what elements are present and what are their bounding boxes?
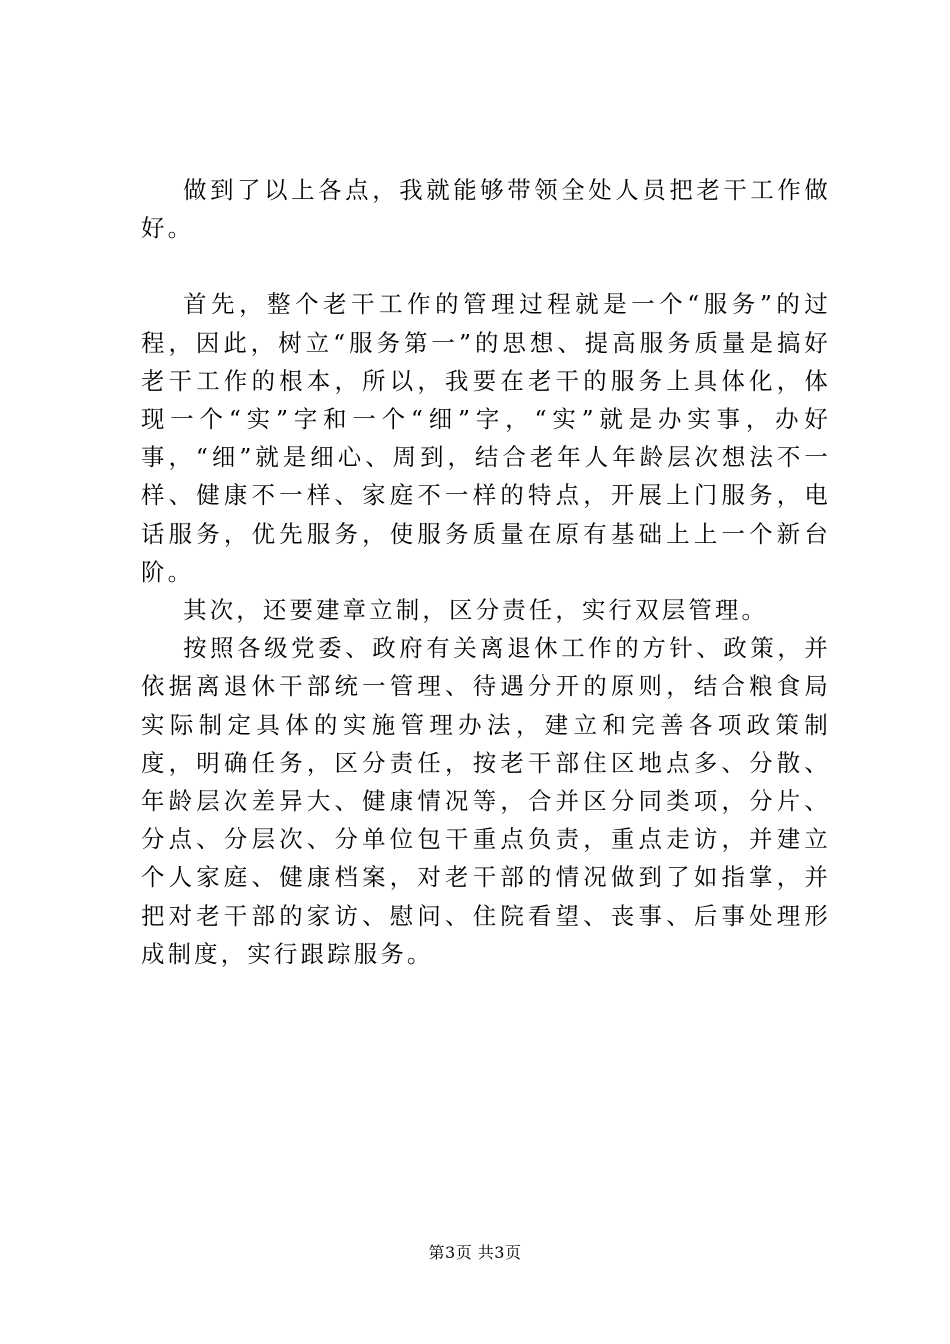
page-number-footer: 第3页 共3页	[428, 1243, 522, 1262]
paragraph-rules-management: 其次，还要建章立制，区分责任，实行双层管理。	[183, 596, 769, 625]
paragraph-policy-implementation: 按照各级党委、政府有关离退休工作的方针、政策，并依据离退休干部统一管理、待遇分开的原则，结合粮食局实际制定具体的实施管理办法，建立和完善各项政策制度，明确任务，区分责任，按老干部住区地点多、分散、年龄层次差异大、健康情况等，合并区分同类项，分片、分点、分层次、分单位包干重点负责，重点走访，并建立个人家庭、健康档案，对老干部的情况做到了如指掌，并把对老干部的家访、慰问、住院看望、丧事、后事处理形成制度，实行跟踪服务。	[141, 634, 831, 968]
paragraph-conclusion: 做到了以上各点，我就能够带领全处人员把老干工作做好。	[141, 176, 831, 243]
document-body	[141, 171, 831, 973]
paragraph-service-first: 首先，整个老干工作的管理过程就是一个“服务”的过程，因此，树立“服务第一”的思想、提高服务质量是搞好老干工作的根本，所以，我要在老干的服务上具体化，体现一个“实”字和一个“细”字，“实”就是办实事，办好事，“细”就是细心、周到，结合老年人年龄层次想法不一样、健康不一样、家庭不一样的特点，开展上门服务，电话服务，优先服务，使服务质量在原有基础上上一个新台阶。	[141, 290, 831, 586]
